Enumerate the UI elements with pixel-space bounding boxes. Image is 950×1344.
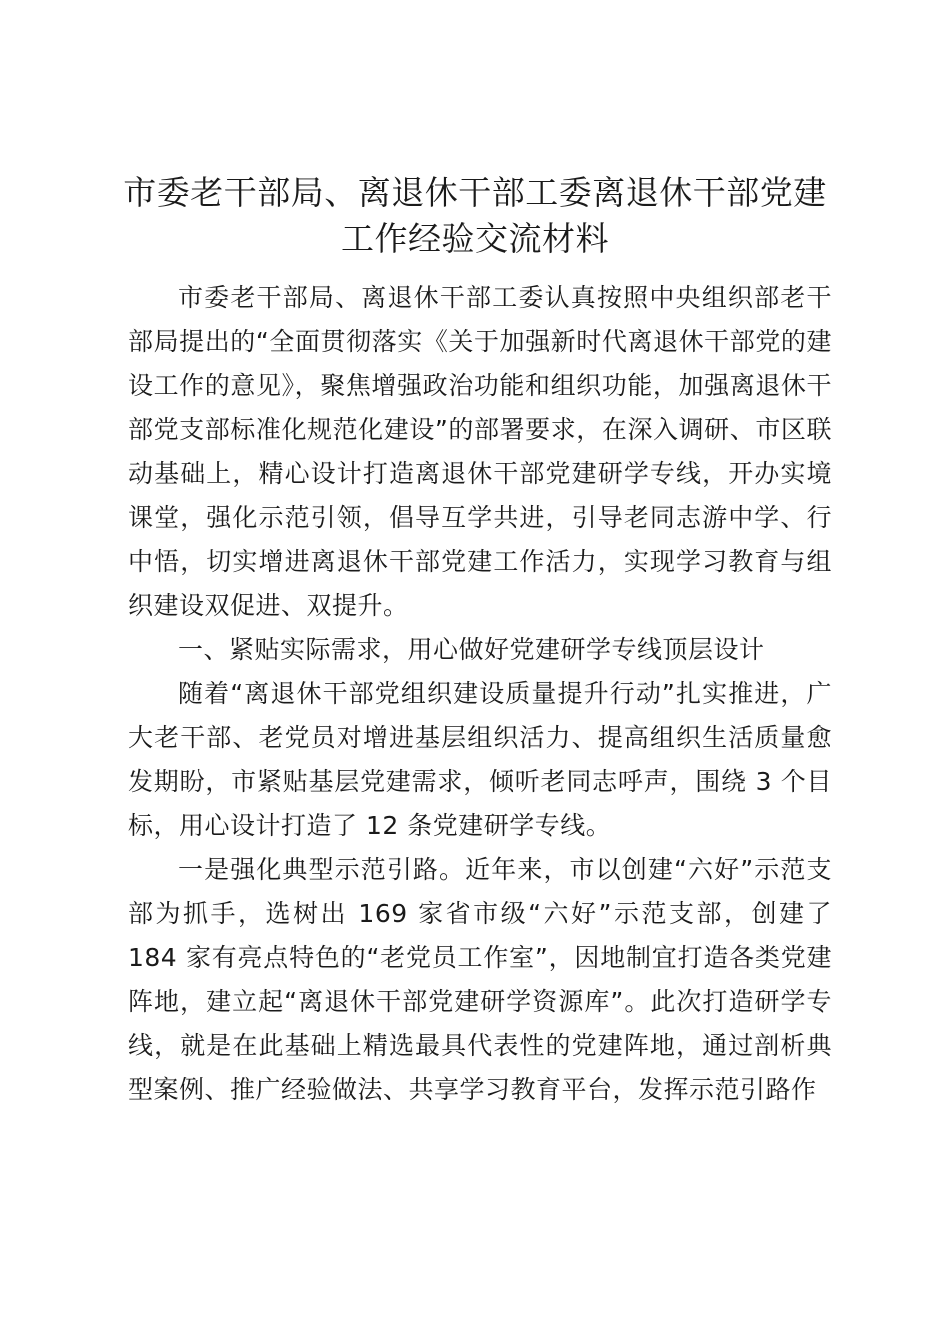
paragraph-section-1: 随着“离退休干部党组织建设质量提升行动”扎实推进，广大老干部、老党员对增进基层组织活力、提高组织生活质量愈发期盼，市紧贴基层党建需求，倾听老同志呼声，围绕 3 个目标，用心设计打造了 12 条党建研学专线。 — [128, 679, 832, 840]
paragraph-point-1: 一是强化典型示范引路。近年来，市以创建“六好”示范支部为抓手，选树出 169 家省市级“六好”示范支部，创建了 184 家有亮点特色的“老党员工作室”，因地制宜打造各类党建阵地，建立起“离退休干部党建研学资源库”。此次打造研学专线，就是在此基础上精选最具代表性的党建阵地，通过剖析典型案例、推广经验做法、共享学习教育平台，发挥示范引路作 — [128, 855, 832, 1104]
document-body — [128, 276, 832, 1112]
paragraph-intro: 市委老干部局、离退休干部工委认真按照中央组织部老干部局提出的“全面贯彻落实《关于加强新时代离退休干部党的建设工作的意见》，聚焦增强政治功能和组织功能，加强离退休干部党支部标准化规范化建设”的部署要求，在深入调研、市区联动基础上，精心设计打造离退休干部党建研学专线，开办实境课堂，强化示范引领，倡导互学共进，引导老同志游中学、行中悟，切实增进离退休干部党建工作活力，实现学习教育与组织建设双促进、双提升。 — [128, 283, 832, 620]
section-heading-1: 一、紧贴实际需求，用心做好党建研学专线顶层设计 — [178, 635, 765, 664]
document-title: 市委老干部局、离退休干部工委离退休干部党建工作经验交流材料 — [123, 173, 827, 258]
